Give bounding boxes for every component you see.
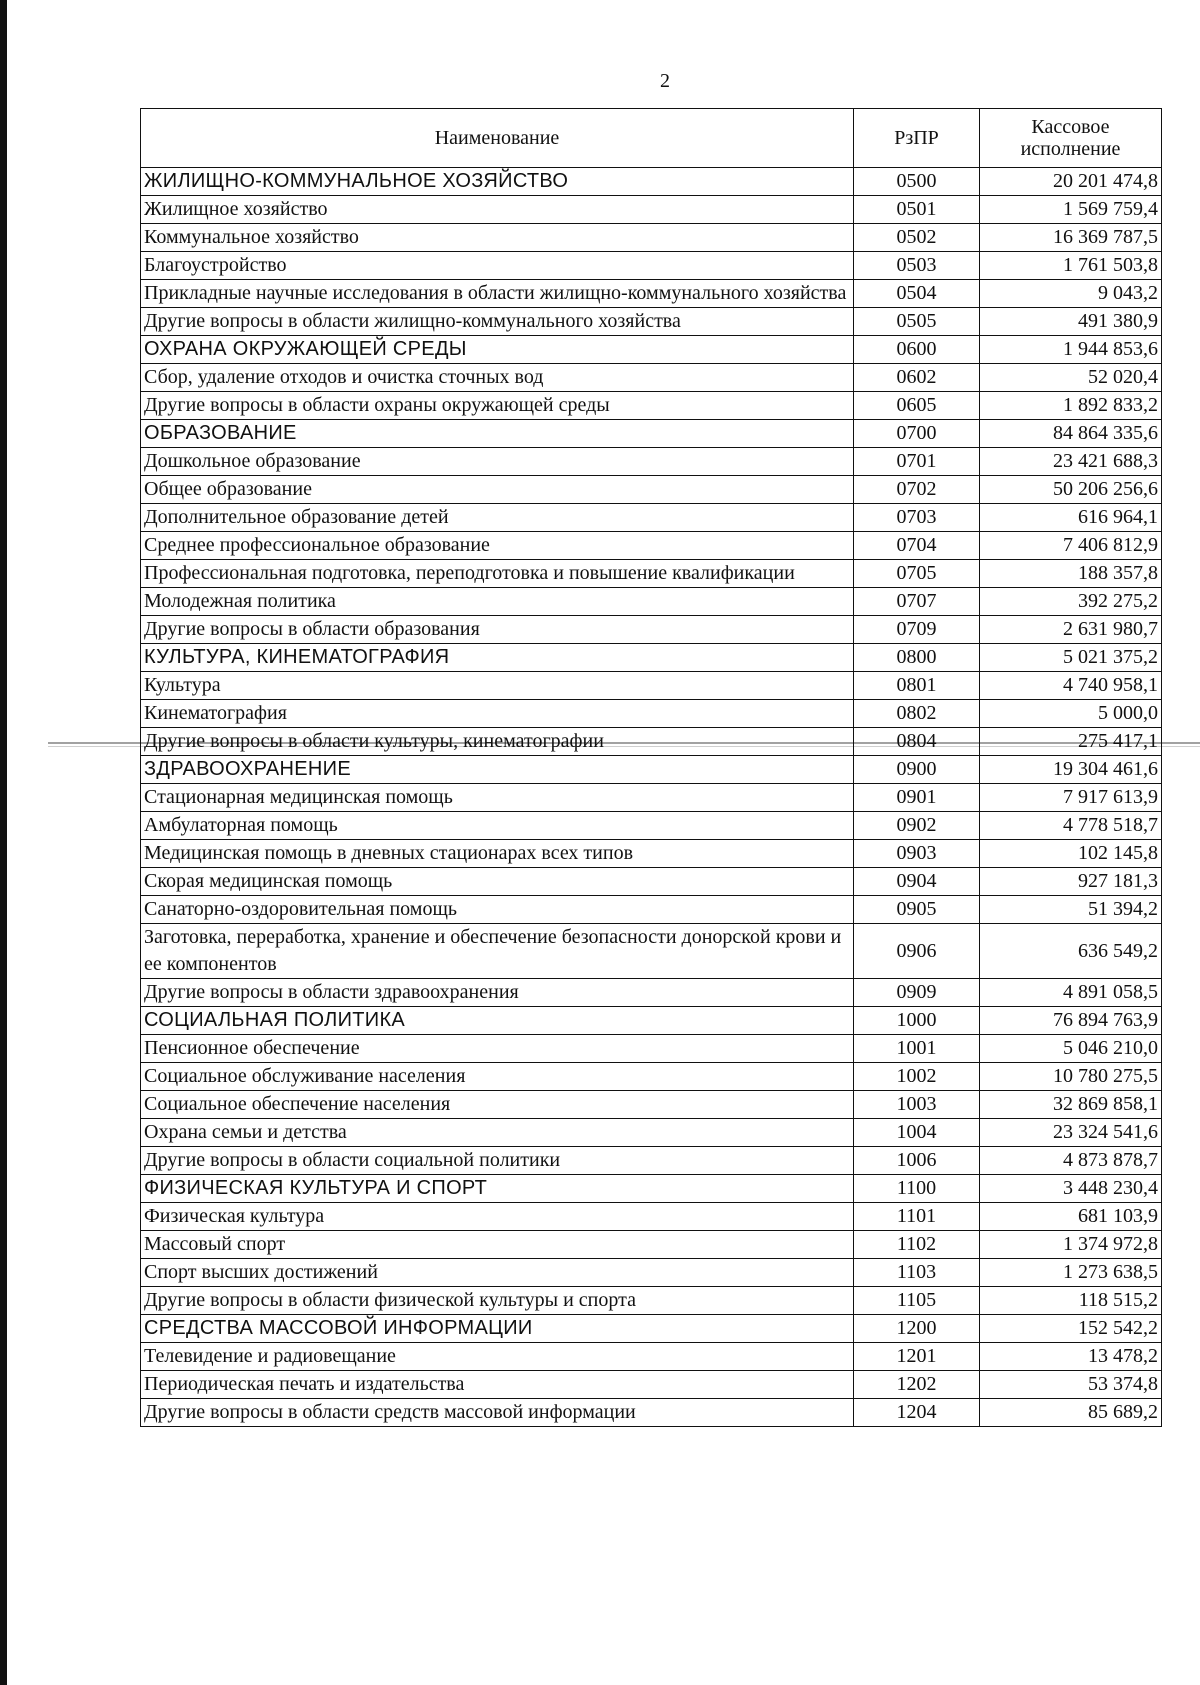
row-sum: 4 873 878,7 xyxy=(980,1147,1162,1175)
header-name: Наименование xyxy=(141,109,854,168)
row-name: Другие вопросы в области здравоохранения xyxy=(141,979,854,1007)
row-code: 1100 xyxy=(854,1175,980,1203)
row-name: Скорая медицинская помощь xyxy=(141,868,854,896)
row-code: 0909 xyxy=(854,979,980,1007)
row-sum: 4 891 058,5 xyxy=(980,979,1162,1007)
table-row xyxy=(141,1371,1162,1399)
table-row xyxy=(141,700,1162,728)
table-row xyxy=(141,1287,1162,1315)
table-row xyxy=(141,1147,1162,1175)
row-sum: 188 357,8 xyxy=(980,560,1162,588)
row-sum: 85 689,2 xyxy=(980,1399,1162,1427)
row-sum: 927 181,3 xyxy=(980,868,1162,896)
row-sum: 10 780 275,5 xyxy=(980,1063,1162,1091)
table-row xyxy=(141,1119,1162,1147)
table-row xyxy=(141,588,1162,616)
table-row xyxy=(141,1343,1162,1371)
row-sum: 32 869 858,1 xyxy=(980,1091,1162,1119)
table-row xyxy=(141,504,1162,532)
row-name: Другие вопросы в области охраны окружающей среды xyxy=(141,392,854,420)
row-name: Стационарная медицинская помощь xyxy=(141,784,854,812)
row-sum: 5 000,0 xyxy=(980,700,1162,728)
table-row xyxy=(141,672,1162,700)
row-name: Медицинская помощь в дневных стационарах всех типов xyxy=(141,840,854,868)
row-code: 1003 xyxy=(854,1091,980,1119)
row-code: 0707 xyxy=(854,588,980,616)
row-name: КУЛЬТУРА, КИНЕМАТОГРАФИЯ xyxy=(141,644,854,672)
row-sum: 7 406 812,9 xyxy=(980,532,1162,560)
table-section-row xyxy=(141,1315,1162,1343)
row-code: 1200 xyxy=(854,1315,980,1343)
row-sum: 9 043,2 xyxy=(980,280,1162,308)
row-code: 1002 xyxy=(854,1063,980,1091)
table-row xyxy=(141,532,1162,560)
row-code: 0700 xyxy=(854,420,980,448)
table-row xyxy=(141,280,1162,308)
row-name: ОХРАНА ОКРУЖАЮЩЕЙ СРЕДЫ xyxy=(141,336,854,364)
scan-edge-bar xyxy=(0,0,7,1685)
row-name: Кинематография xyxy=(141,700,854,728)
row-code: 1006 xyxy=(854,1147,980,1175)
row-sum: 4 778 518,7 xyxy=(980,812,1162,840)
row-sum: 152 542,2 xyxy=(980,1315,1162,1343)
row-code: 0902 xyxy=(854,812,980,840)
row-code: 0704 xyxy=(854,532,980,560)
table-row xyxy=(141,1063,1162,1091)
budget-table xyxy=(140,108,1162,1427)
table-row xyxy=(141,224,1162,252)
row-name: Другие вопросы в области средств массовой информации xyxy=(141,1399,854,1427)
row-code: 1001 xyxy=(854,1035,980,1063)
row-name: Благоустройство xyxy=(141,252,854,280)
row-sum: 5 046 210,0 xyxy=(980,1035,1162,1063)
row-code: 0903 xyxy=(854,840,980,868)
table-body xyxy=(141,168,1162,1427)
row-code: 0801 xyxy=(854,672,980,700)
row-code: 0503 xyxy=(854,252,980,280)
row-sum: 118 515,2 xyxy=(980,1287,1162,1315)
row-code: 0602 xyxy=(854,364,980,392)
table-row xyxy=(141,840,1162,868)
table-row xyxy=(141,1091,1162,1119)
row-code: 0505 xyxy=(854,308,980,336)
table-row xyxy=(141,812,1162,840)
row-name: Прикладные научные исследования в области жилищно-коммунального хозяйства xyxy=(141,280,854,308)
row-code: 1101 xyxy=(854,1203,980,1231)
row-name: Заготовка, переработка, хранение и обеспечение безопасности донорской крови и ее компонентов xyxy=(141,924,854,979)
row-name: Санаторно-оздоровительная помощь xyxy=(141,896,854,924)
row-sum: 23 421 688,3 xyxy=(980,448,1162,476)
row-code: 0906 xyxy=(854,924,980,979)
row-sum: 53 374,8 xyxy=(980,1371,1162,1399)
table-section-row xyxy=(141,1007,1162,1035)
row-code: 0900 xyxy=(854,756,980,784)
row-name: Жилищное хозяйство xyxy=(141,196,854,224)
row-name: Социальное обслуживание населения xyxy=(141,1063,854,1091)
header-sum-line2: исполнение xyxy=(1020,138,1121,160)
row-name: ЖИЛИЩНО-КОММУНАЛЬНОЕ ХОЗЯЙСТВО xyxy=(141,168,854,196)
row-sum: 1 374 972,8 xyxy=(980,1231,1162,1259)
row-sum: 1 569 759,4 xyxy=(980,196,1162,224)
table-row xyxy=(141,1035,1162,1063)
row-code: 1204 xyxy=(854,1399,980,1427)
row-code: 1102 xyxy=(854,1231,980,1259)
table-section-row xyxy=(141,420,1162,448)
row-sum: 1 892 833,2 xyxy=(980,392,1162,420)
row-sum: 275 417,1 xyxy=(980,728,1162,756)
table-row xyxy=(141,924,1162,979)
row-name: Амбулаторная помощь xyxy=(141,812,854,840)
row-sum: 636 549,2 xyxy=(980,924,1162,979)
row-name: СРЕДСТВА МАССОВОЙ ИНФОРМАЦИИ xyxy=(141,1315,854,1343)
row-sum: 5 021 375,2 xyxy=(980,644,1162,672)
table-row xyxy=(141,1231,1162,1259)
row-code: 0705 xyxy=(854,560,980,588)
table-row xyxy=(141,784,1162,812)
row-name: Дополнительное образование детей xyxy=(141,504,854,532)
row-sum: 392 275,2 xyxy=(980,588,1162,616)
header-sum-line1: Кассовое xyxy=(1031,116,1110,138)
row-code: 0600 xyxy=(854,336,980,364)
row-name: Среднее профессиональное образование xyxy=(141,532,854,560)
row-code: 0605 xyxy=(854,392,980,420)
table-row xyxy=(141,896,1162,924)
table-row xyxy=(141,448,1162,476)
row-name: ЗДРАВООХРАНЕНИЕ xyxy=(141,756,854,784)
table-row xyxy=(141,560,1162,588)
row-code: 0904 xyxy=(854,868,980,896)
row-sum: 3 448 230,4 xyxy=(980,1175,1162,1203)
row-name: Другие вопросы в области физической культуры и спорта xyxy=(141,1287,854,1315)
row-sum: 13 478,2 xyxy=(980,1343,1162,1371)
row-code: 0701 xyxy=(854,448,980,476)
row-code: 0709 xyxy=(854,616,980,644)
row-sum: 491 380,9 xyxy=(980,308,1162,336)
row-sum: 1 761 503,8 xyxy=(980,252,1162,280)
row-name: ФИЗИЧЕСКАЯ КУЛЬТУРА И СПОРТ xyxy=(141,1175,854,1203)
row-code: 1004 xyxy=(854,1119,980,1147)
table-section-row xyxy=(141,336,1162,364)
row-name: Социальное обеспечение населения xyxy=(141,1091,854,1119)
row-code: 0702 xyxy=(854,476,980,504)
row-code: 0800 xyxy=(854,644,980,672)
row-sum: 23 324 541,6 xyxy=(980,1119,1162,1147)
table-row xyxy=(141,728,1162,756)
row-name: Другие вопросы в области образования xyxy=(141,616,854,644)
table-row xyxy=(141,252,1162,280)
table-header xyxy=(141,109,1162,168)
table-row xyxy=(141,308,1162,336)
row-code: 0901 xyxy=(854,784,980,812)
row-name: Сбор, удаление отходов и очистка сточных вод xyxy=(141,364,854,392)
row-sum: 84 864 335,6 xyxy=(980,420,1162,448)
row-code: 0802 xyxy=(854,700,980,728)
table-row xyxy=(141,1203,1162,1231)
table-section-row xyxy=(141,756,1162,784)
row-name: Культура xyxy=(141,672,854,700)
table-row xyxy=(141,476,1162,504)
row-sum: 51 394,2 xyxy=(980,896,1162,924)
row-name: СОЦИАЛЬНАЯ ПОЛИТИКА xyxy=(141,1007,854,1035)
row-name: Профессиональная подготовка, переподготовка и повышение квалификации xyxy=(141,560,854,588)
row-name: Пенсионное обеспечение xyxy=(141,1035,854,1063)
row-sum: 4 740 958,1 xyxy=(980,672,1162,700)
table-row xyxy=(141,1259,1162,1287)
row-code: 1000 xyxy=(854,1007,980,1035)
table-row xyxy=(141,868,1162,896)
row-sum: 1 944 853,6 xyxy=(980,336,1162,364)
row-code: 1105 xyxy=(854,1287,980,1315)
row-code: 0703 xyxy=(854,504,980,532)
table-row xyxy=(141,979,1162,1007)
row-name: Периодическая печать и издательства xyxy=(141,1371,854,1399)
row-code: 0905 xyxy=(854,896,980,924)
row-code: 0504 xyxy=(854,280,980,308)
table-row xyxy=(141,196,1162,224)
row-name: Другие вопросы в области жилищно-коммунального хозяйства xyxy=(141,308,854,336)
row-name: Другие вопросы в области социальной политики xyxy=(141,1147,854,1175)
row-sum: 76 894 763,9 xyxy=(980,1007,1162,1035)
row-name: Общее образование xyxy=(141,476,854,504)
row-name: Телевидение и радиовещание xyxy=(141,1343,854,1371)
row-name: Массовый спорт xyxy=(141,1231,854,1259)
row-sum: 20 201 474,8 xyxy=(980,168,1162,196)
table-section-row xyxy=(141,1175,1162,1203)
row-sum: 681 103,9 xyxy=(980,1203,1162,1231)
row-sum: 52 020,4 xyxy=(980,364,1162,392)
row-code: 1103 xyxy=(854,1259,980,1287)
header-code: РзПР xyxy=(854,109,980,168)
row-name: Молодежная политика xyxy=(141,588,854,616)
row-name: Другие вопросы в области культуры, кинематографии xyxy=(141,728,854,756)
row-sum: 616 964,1 xyxy=(980,504,1162,532)
row-code: 1202 xyxy=(854,1371,980,1399)
row-code: 0804 xyxy=(854,728,980,756)
table-section-row xyxy=(141,644,1162,672)
table-row xyxy=(141,616,1162,644)
row-sum: 1 273 638,5 xyxy=(980,1259,1162,1287)
row-sum: 50 206 256,6 xyxy=(980,476,1162,504)
row-name: Спорт высших достижений xyxy=(141,1259,854,1287)
row-name: Охрана семьи и детства xyxy=(141,1119,854,1147)
table-section-row xyxy=(141,168,1162,196)
table-row xyxy=(141,364,1162,392)
row-code: 0500 xyxy=(854,168,980,196)
header-sum xyxy=(980,109,1162,168)
row-sum: 7 917 613,9 xyxy=(980,784,1162,812)
page-number: 2 xyxy=(660,70,670,92)
row-name: Коммунальное хозяйство xyxy=(141,224,854,252)
row-name: Физическая культура xyxy=(141,1203,854,1231)
row-code: 1201 xyxy=(854,1343,980,1371)
table-row xyxy=(141,392,1162,420)
table-row xyxy=(141,1399,1162,1427)
row-code: 0502 xyxy=(854,224,980,252)
row-code: 0501 xyxy=(854,196,980,224)
row-name: Дошкольное образование xyxy=(141,448,854,476)
row-sum: 19 304 461,6 xyxy=(980,756,1162,784)
row-sum: 102 145,8 xyxy=(980,840,1162,868)
row-name: ОБРАЗОВАНИЕ xyxy=(141,420,854,448)
row-sum: 16 369 787,5 xyxy=(980,224,1162,252)
row-sum: 2 631 980,7 xyxy=(980,616,1162,644)
